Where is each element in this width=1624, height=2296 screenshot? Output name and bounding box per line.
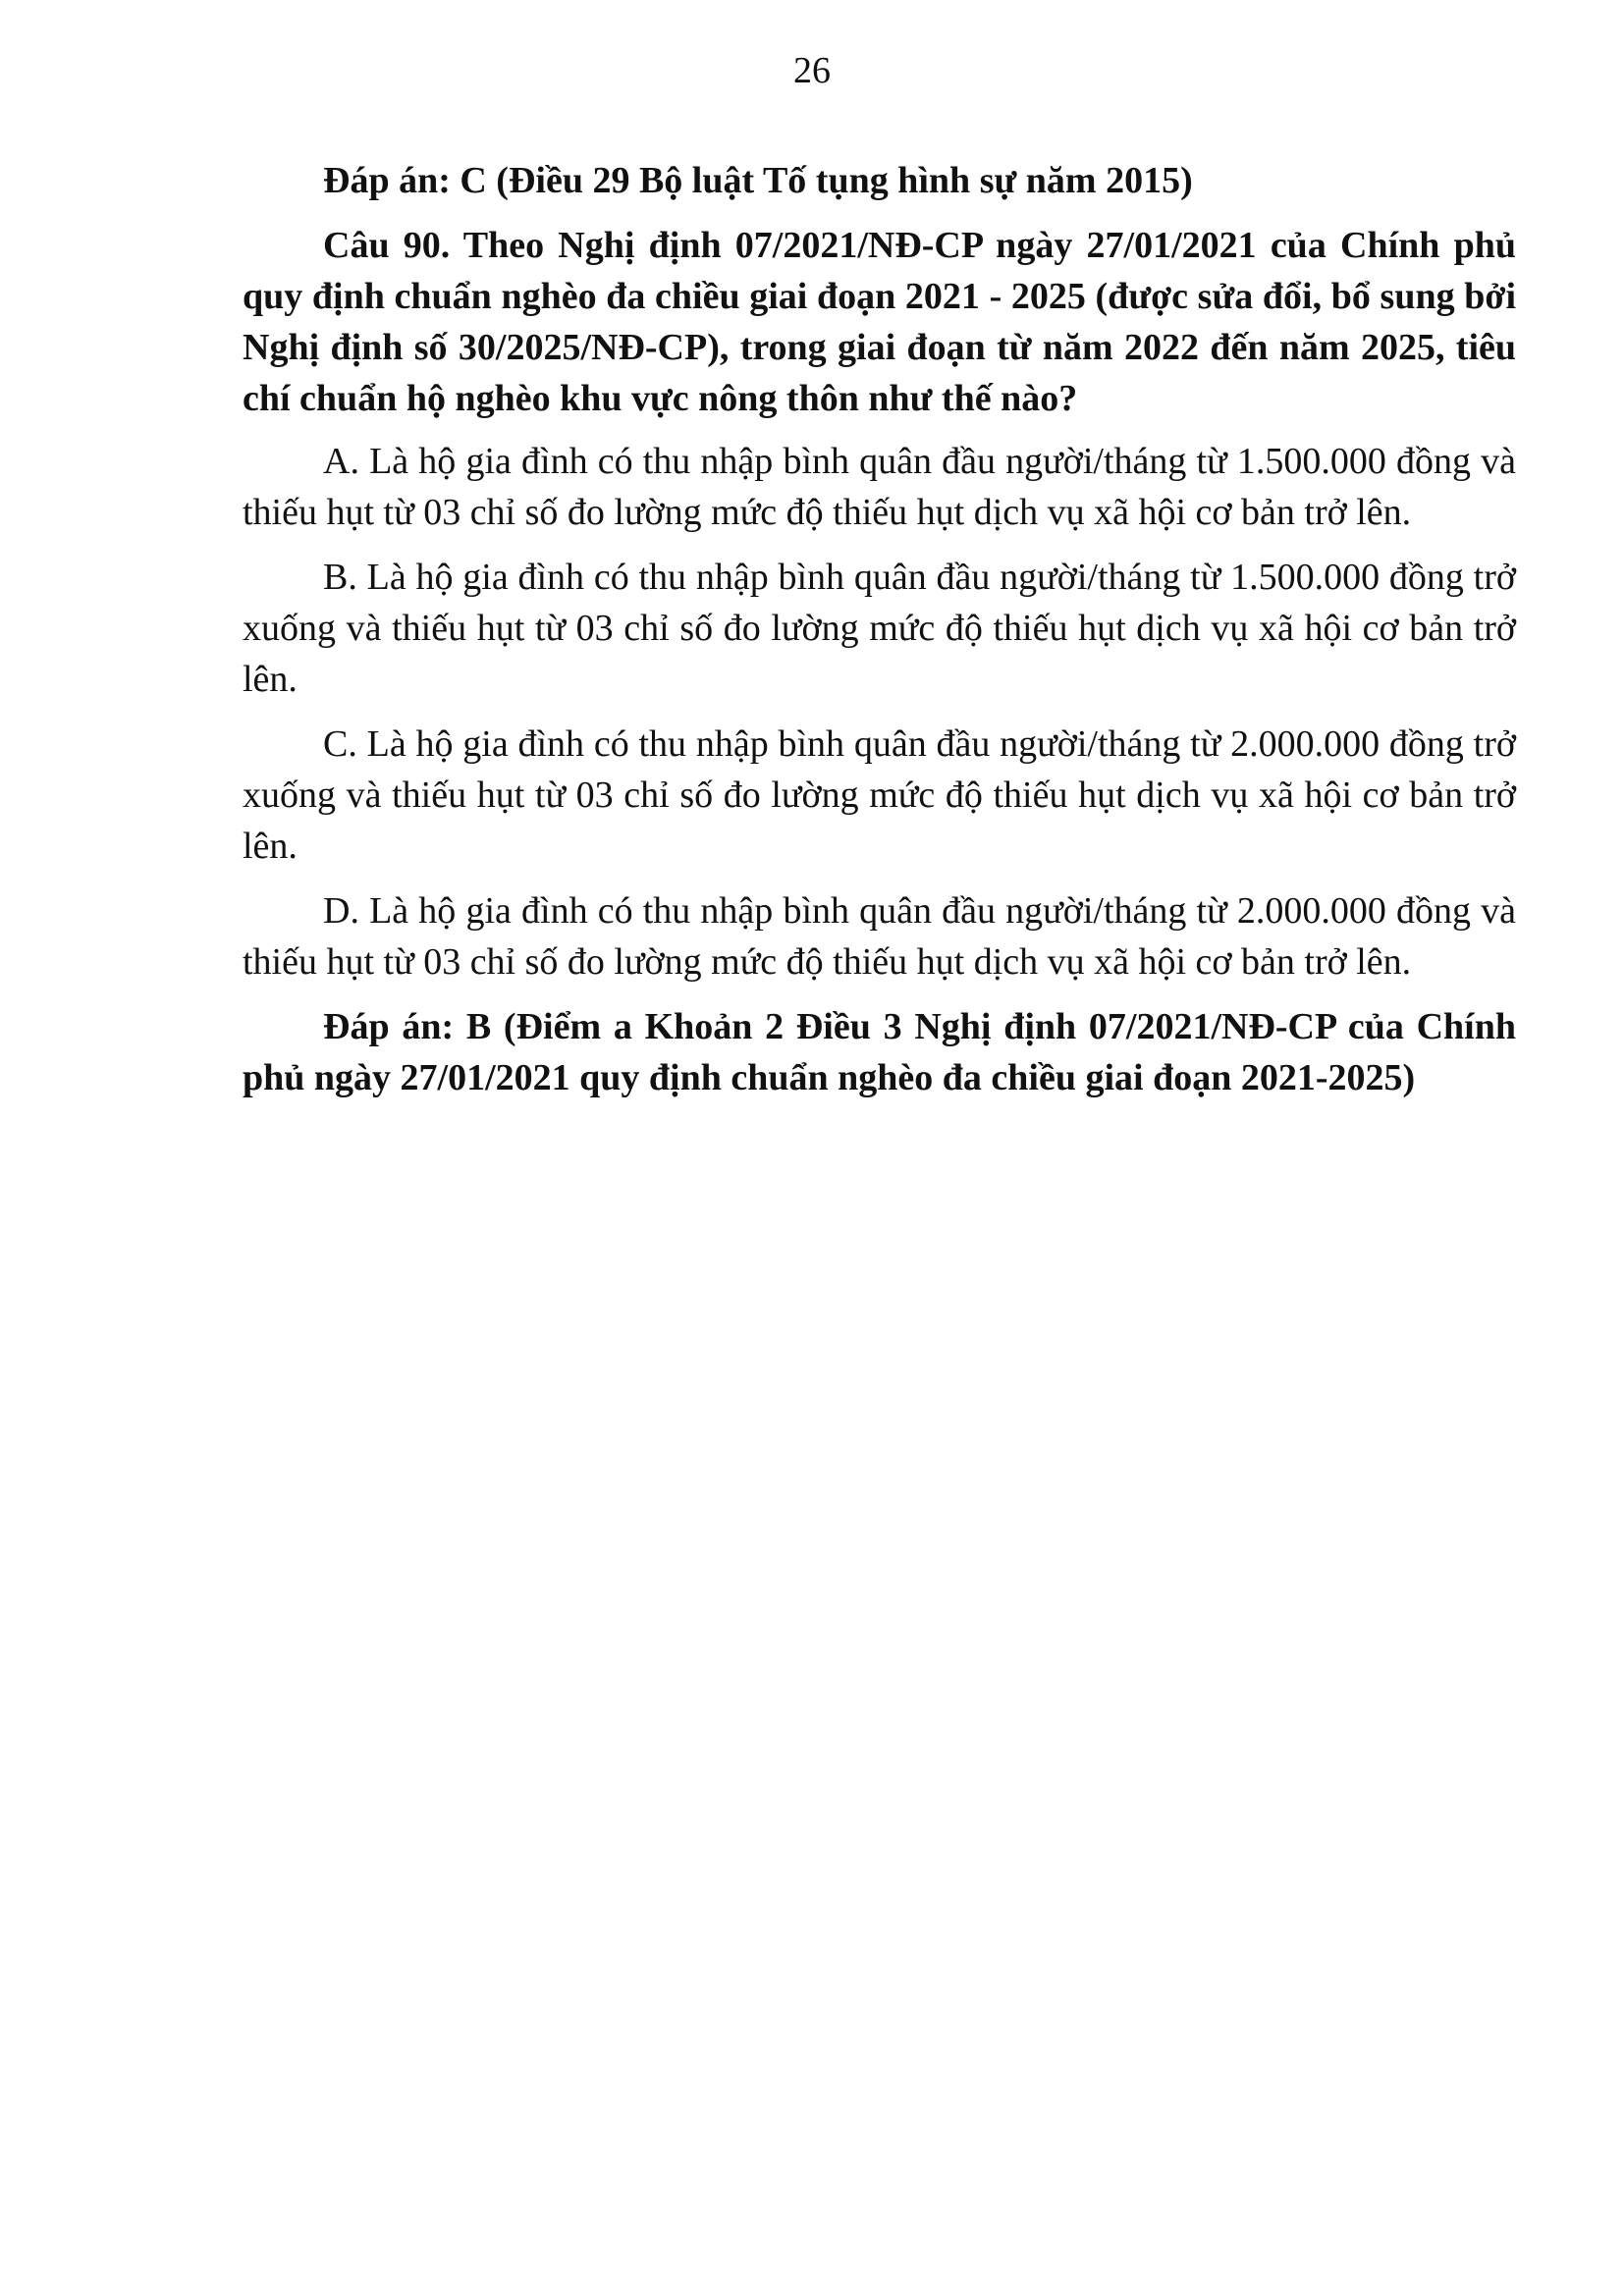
option-b: B. Là hộ gia đình có thu nhập bình quân đầu người/tháng từ 1.500.000 đồng trở xuống và thiếu hụt từ 03 chỉ số đo lường mức độ thiếu hụt dịch vụ xã hội cơ bản trở lên. bbox=[243, 557, 1516, 700]
option-c: C. Là hộ gia đình có thu nhập bình quân đầu người/tháng từ 2.000.000 đồng trở xuống và thiếu hụt từ 03 chỉ số đo lường mức độ thiếu hụt dịch vụ xã hội cơ bản trở lên. bbox=[243, 723, 1516, 867]
option-a: A. Là hộ gia đình có thu nhập bình quân đầu người/tháng từ 1.500.000 đồng và thiếu hụt từ 03 chỉ số đo lường mức độ thiếu hụt dịch vụ xã hội cơ bản trở lên. bbox=[243, 441, 1516, 533]
document-body bbox=[243, 155, 1516, 1117]
page-number: 26 bbox=[793, 50, 831, 91]
previous-answer: Đáp án: C (Điều 29 Bộ luật Tố tụng hình sự năm 2015) bbox=[323, 160, 1193, 201]
question-90: Câu 90. Theo Nghị định 07/2021/NĐ-CP ngày 27/01/2021 của Chính phủ quy định chuẩn nghèo đa chiều giai đoạn 2021 - 2025 (được sửa đổi, bổ sung bởi Nghị định số 30/2025/NĐ-CP), trong giai đoạn từ năm 2022 đến năm 2025, tiêu chí chuẩn hộ nghèo khu vực nông thôn như thế nào? bbox=[243, 225, 1516, 419]
answer: Đáp án: B (Điểm a Khoản 2 Điều 3 Nghị định 07/2021/NĐ-CP của Chính phủ ngày 27/01/2021 quy định chuẩn nghèo đa chiều giai đoạn 2021-2025) bbox=[243, 1006, 1516, 1098]
option-d: D. Là hộ gia đình có thu nhập bình quân đầu người/tháng từ 2.000.000 đồng và thiếu hụt từ 03 chỉ số đo lường mức độ thiếu hụt dịch vụ xã hội cơ bản trở lên. bbox=[243, 890, 1516, 983]
